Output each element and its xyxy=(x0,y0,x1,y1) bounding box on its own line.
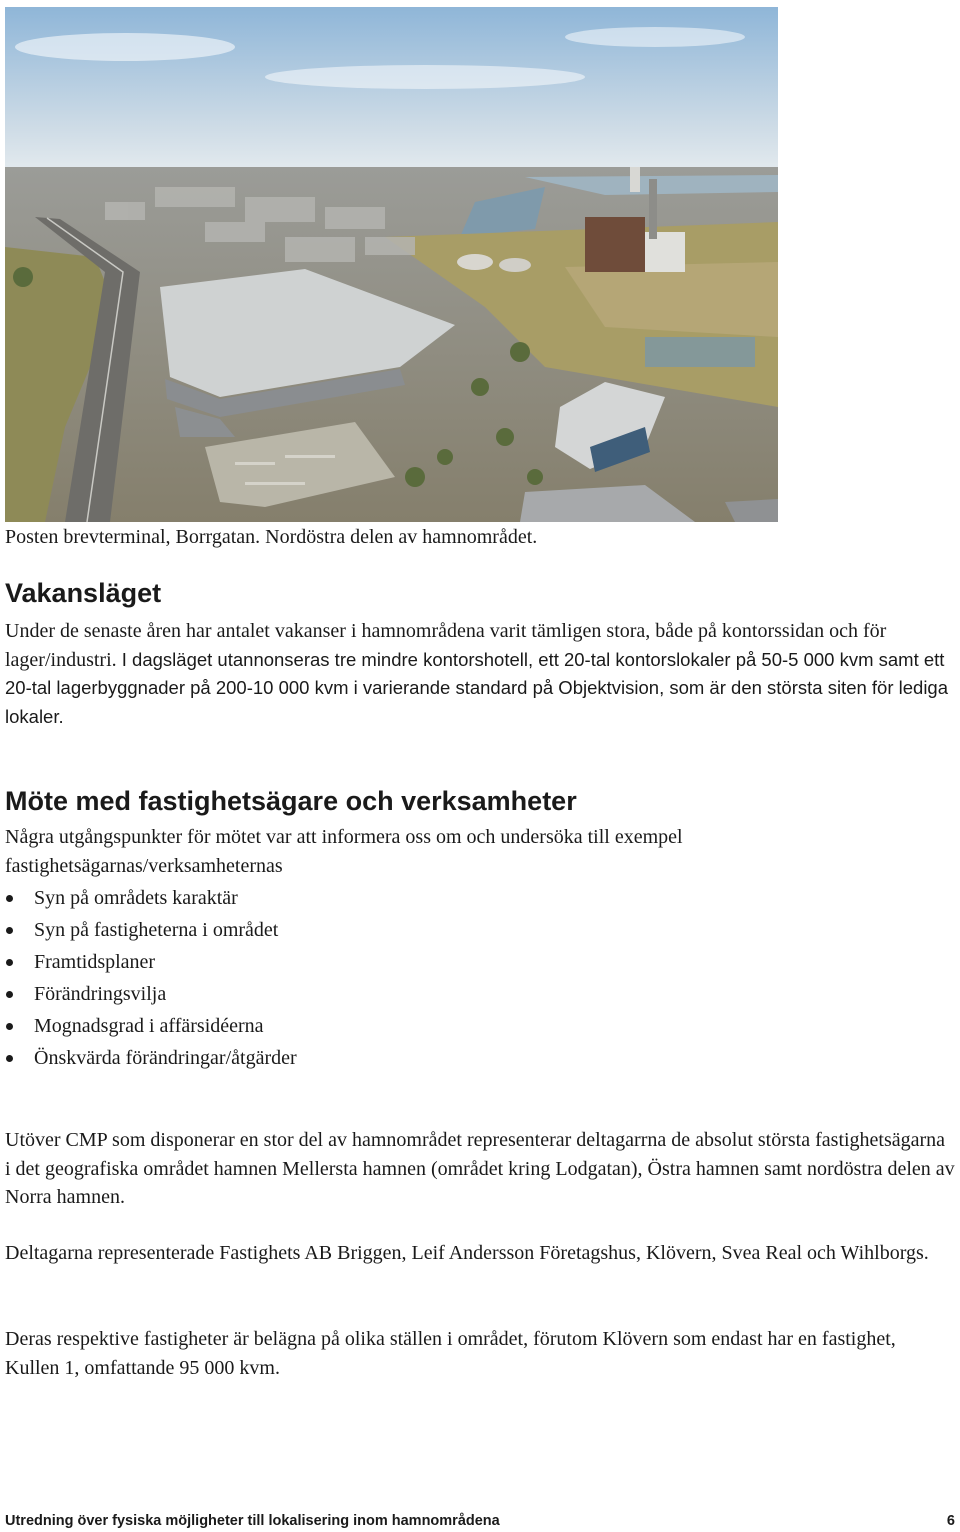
heading-vakanslaget: Vakansläget xyxy=(5,578,162,608)
paragraph-deltagarna: Deltagarna representerade Fastighets AB Briggen, Leif Andersson Företagshus, Klövern, Svea Real och Wihlborgs. xyxy=(5,1242,929,1264)
bullet-item: Mognadsgrad i affärsidéerna xyxy=(5,1010,297,1042)
bullet-item: Syn på områdets karaktär xyxy=(5,882,297,914)
paragraph-utover: Utöver CMP som disponerar en stor del av hamnområdet representerar deltagarrna de absolut största fastighetsägarna i det geografiska området hamnen Mellersta hamnen (området kring Lodgatan), Östra hamnen samt nordöstra delen av Norra hamnen. xyxy=(5,1129,955,1208)
bullet-list xyxy=(5,882,297,1074)
bullet-item: Önskvärda förändringar/åtgärder xyxy=(5,1042,297,1074)
paragraph-vakanslaget-sans: I dagsläget utannonseras tre mindre kontorshotell, ett 20-tal kontorslokaler på 50-5 000 kvm samt ett 20-tal lagerbyggnader på 200-10 000 kvm i varierande standard på Objektvision, som är den största siten för lediga lokaler. xyxy=(5,648,949,727)
page-footer xyxy=(5,1512,955,1530)
page-number: 6 xyxy=(946,1513,955,1529)
bullet-item: Förändringsvilja xyxy=(5,978,297,1010)
bullet-item: Framtidsplaner xyxy=(5,946,297,978)
bullet-item: Syn på fastigheterna i området xyxy=(5,914,297,946)
aerial-photo xyxy=(5,7,778,522)
heading-mote: Möte med fastighetsägare och verksamheter xyxy=(5,786,577,816)
photo-caption: Posten brevterminal, Borrgatan. Nordöstra delen av hamnområdet. xyxy=(5,526,538,548)
footer-title: Utredning över fysiska möjligheter till lokalisering inom hamnområdena xyxy=(5,1513,500,1529)
paragraph-deras: Deras respektive fastigheter är belägna på olika ställen i området, förutom Klövern som endast har en fastighet, Kullen 1, omfattande 95 000 kvm. xyxy=(5,1328,896,1379)
paragraph-intro: Några utgångspunkter för mötet var att informera oss om och undersöka till exempel fastighetsägarnas/verksamheternas xyxy=(5,826,683,877)
paragraph-vakanslaget xyxy=(5,617,955,731)
paragraph-vakanslaget-serif: Under de senaste åren har antalet vakanser i hamnområdena varit tämligen stora, både på kontorssidan och för lager/industri. xyxy=(5,620,887,671)
